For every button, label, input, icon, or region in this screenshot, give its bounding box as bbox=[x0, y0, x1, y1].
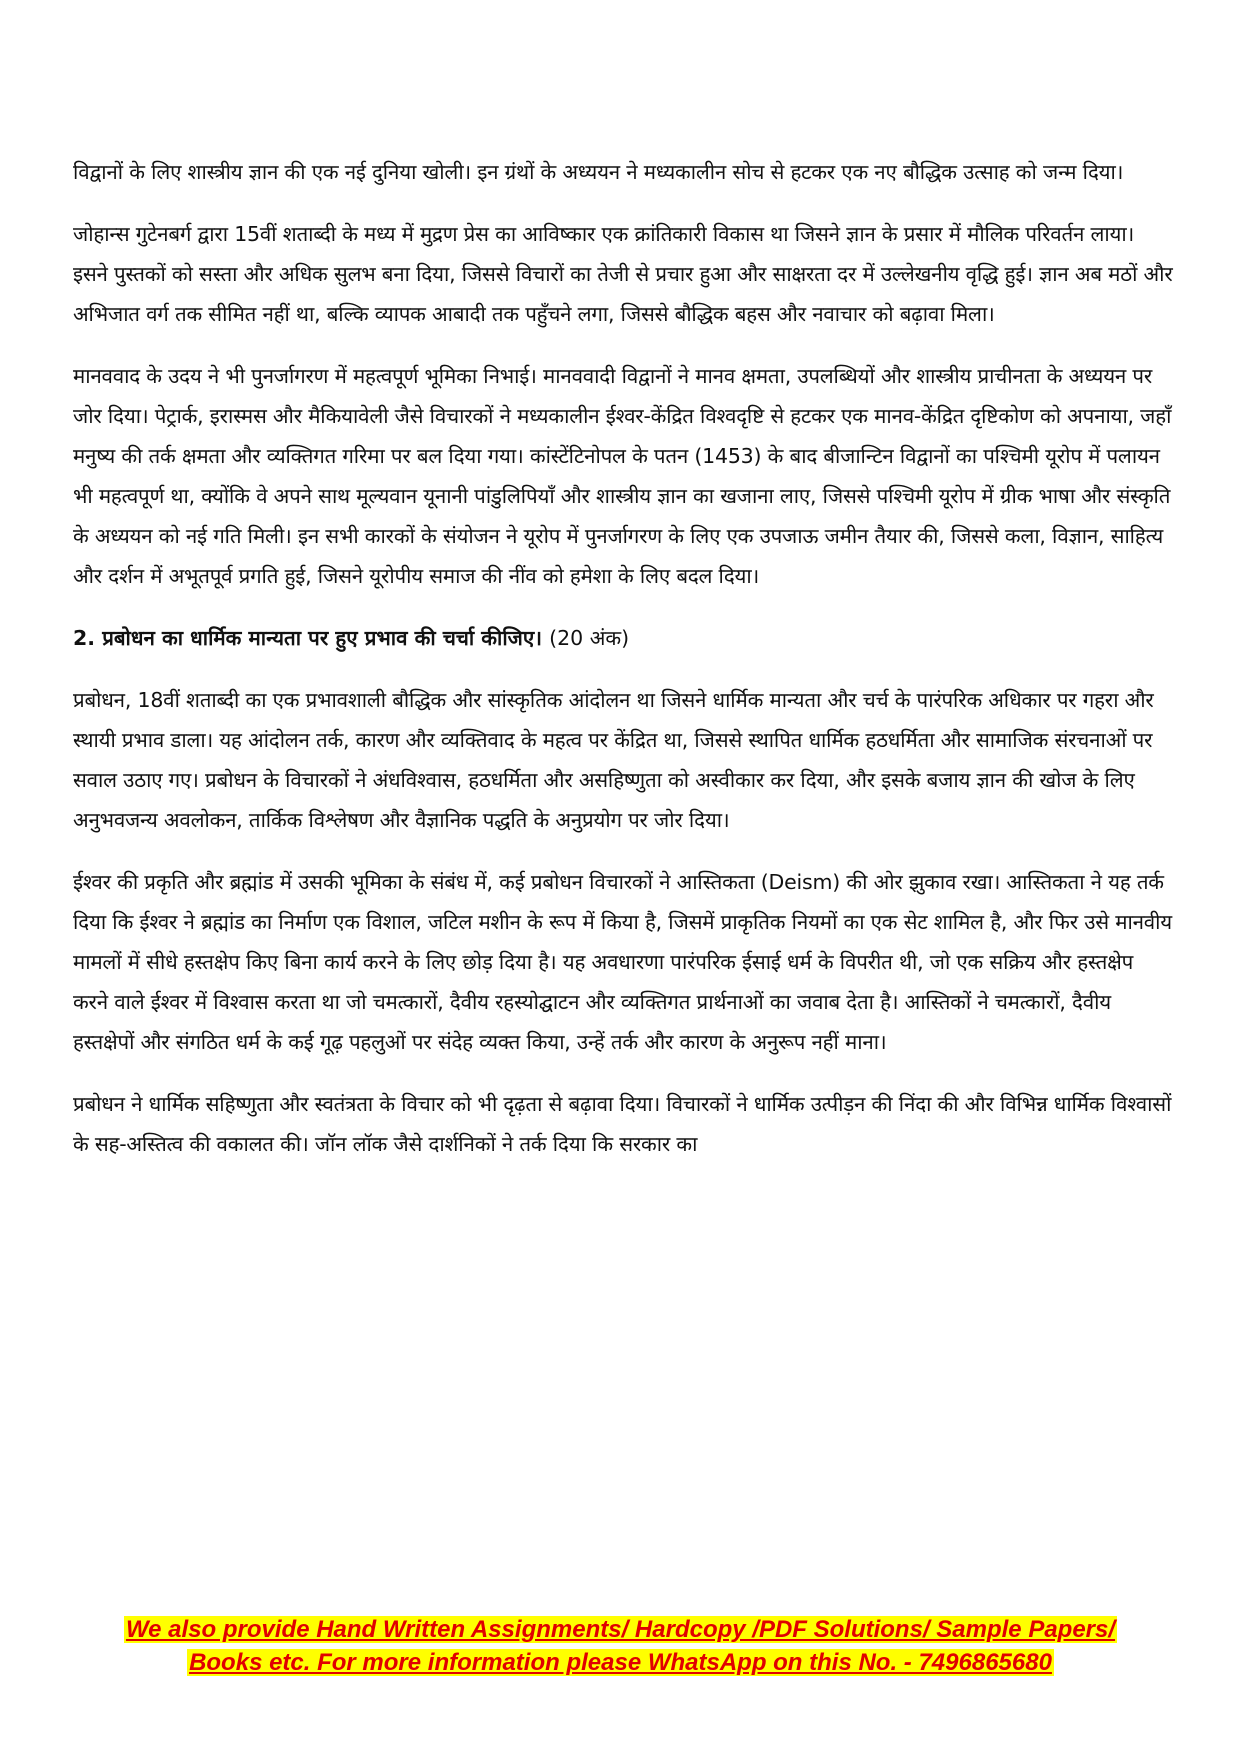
answer-paragraph: प्रबोधन ने धार्मिक सहिष्णुता और स्वतंत्रता के विचार को भी दृढ़ता से बढ़ावा दिया। विचारकों ने धार्मिक उत्पीड़न की निंदा की और विभिन्न धार्मिक विश्वासों के सह-अस्तित्व की वकालत की। जॉन लॉक जैसे दार्शनिकों ने तर्क दिया कि सरकार का bbox=[73, 1092, 1172, 1156]
promo-line-1 bbox=[0, 1613, 1241, 1646]
paragraph: विद्वानों के लिए शास्त्रीय ज्ञान की एक नई दुनिया खोली। इन ग्रंथों के अध्ययन ने मध्यकालीन सोच से हटकर एक नए बौद्धिक उत्साह को जन्म दिया। bbox=[73, 160, 1124, 184]
question-marks: (20 अंक) bbox=[549, 626, 630, 650]
paragraph: मानववाद के उदय ने भी पुनर्जागरण में महत्वपूर्ण भूमिका निभाई। मानववादी विद्वानों ने मानव क्षमता, उपलब्धियों और शास्त्रीय प्राचीनता के अध्ययन पर जोर दिया। पेट्रार्क, इरास्मस और मैकियावेली जैसे विचारकों ने मध्यकालीन ईश्वर-केंद्रित विश्वदृष्टि से हटकर एक मानव-केंद्रित दृष्टिकोण को अपनाया, जहाँ मनुष्य की तर्क क्षमता और व्यक्तिगत गरिमा पर बल दिया गया। कांस्टेंटिनोपल के पतन (1453) के बाद बीजान्टिन विद्वानों का पश्चिमी यूरोप में पलायन भी महत्वपूर्ण था, क्योंकि वे अपने साथ मूल्यवान यूनानी पांडुलिपियाँ और शास्त्रीय ज्ञान का खजाना लाए, जिससे पश्चिमी यूरोप में ग्रीक भाषा और संस्कृति के अध्ययन को नई गति मिली। इन सभी कारकों के संयोजन ने यूरोप में पुनर्जागरण के लिए एक उपजाऊ जमीन तैयार की, जिससे कला, विज्ञान, साहित्य और दर्शन में अभूतपूर्व प्रगति हुई, जिसने यूरोपीय समाज की नींव को हमेशा के लिए बदल दिया। bbox=[73, 364, 1172, 588]
page-content bbox=[73, 152, 1173, 1186]
question-text: 2. प्रबोधन का धार्मिक मान्यता पर हुए प्रभाव की चर्चा कीजिए। bbox=[73, 626, 542, 650]
answer-paragraph: ईश्वर की प्रकृति और ब्रह्मांड में उसकी भूमिका के संबंध में, कई प्रबोधन विचारकों ने आस्तिकता (Deism) की ओर झुकाव रखा। आस्तिकता ने यह तर्क दिया कि ईश्वर ने ब्रह्मांड का निर्माण एक विशाल, जटिल मशीन के रूप में किया है, जिसमें प्राकृतिक नियमों का एक सेट शामिल है, और फिर उसे मानवीय मामलों में सीधे हस्तक्षेप किए बिना कार्य करने के लिए छोड़ दिया है। यह अवधारणा पारंपरिक ईसाई धर्म के विपरीत थी, जो एक सक्रिय और हस्तक्षेप करने वाले ईश्वर में विश्वास करता था जो चमत्कारों, दैवीय रहस्योद्घाटन और व्यक्तिगत प्रार्थनाओं का जवाब देता है। आस्तिकों ने चमत्कारों, दैवीय हस्तक्षेपों और संगठित धर्म के कई गूढ़ पहलुओं पर संदेह व्यक्त किया, उन्हें तर्क और कारण के अनुरूप नहीं माना। bbox=[73, 870, 1172, 1054]
answer-paragraph: प्रबोधन, 18वीं शताब्दी का एक प्रभावशाली बौद्धिक और सांस्कृतिक आंदोलन था जिसने धार्मिक मान्यता और चर्च के पारंपरिक अधिकार पर गहरा और स्थायी प्रभाव डाला। यह आंदोलन तर्क, कारण और व्यक्तिवाद के महत्व पर केंद्रित था, जिससे स्थापित धार्मिक हठधर्मिता और सामाजिक संरचनाओं पर सवाल उठाए गए। प्रबोधन के विचारकों ने अंधविश्वास, हठधर्मिता और असहिष्णुता को अस्वीकार कर दिया, और इसके बजाय ज्ञान की खोज के लिए अनुभवजन्य अवलोकन, तार्किक विश्लेषण और वैज्ञानिक पद्धति के अनुप्रयोग पर जोर दिया। bbox=[73, 688, 1154, 832]
paragraph: जोहान्स गुटेनबर्ग द्वारा 15वीं शताब्दी के मध्य में मुद्रण प्रेस का आविष्कार एक क्रांतिकारी विकास था जिसने ज्ञान के प्रसार में मौलिक परिवर्तन लाया। इसने पुस्तकों को सस्ता और अधिक सुलभ बना दिया, जिससे विचारों का तेजी से प्रचार हुआ और साक्षरता दर में उल्लेखनीय वृद्धि हुई। ज्ञान अब मठों और अभिजात वर्ग तक सीमित नहीं था, बल्कि व्यापक आबादी तक पहुँचने लगा, जिससे बौद्धिक बहस और नवाचार को बढ़ावा मिला। bbox=[73, 222, 1173, 326]
promo-line-1-text: We also provide Hand Written Assignments/ Hardcopy /PDF Solutions/ Sample Papers/ bbox=[125, 1616, 1116, 1643]
question-heading bbox=[73, 618, 1173, 658]
promo-line-2-text: Books etc. For more information please WhatsApp on this No. - 7496865680 bbox=[189, 1649, 1052, 1676]
promo-line-2 bbox=[0, 1646, 1241, 1679]
promo-footer bbox=[0, 1613, 1241, 1679]
